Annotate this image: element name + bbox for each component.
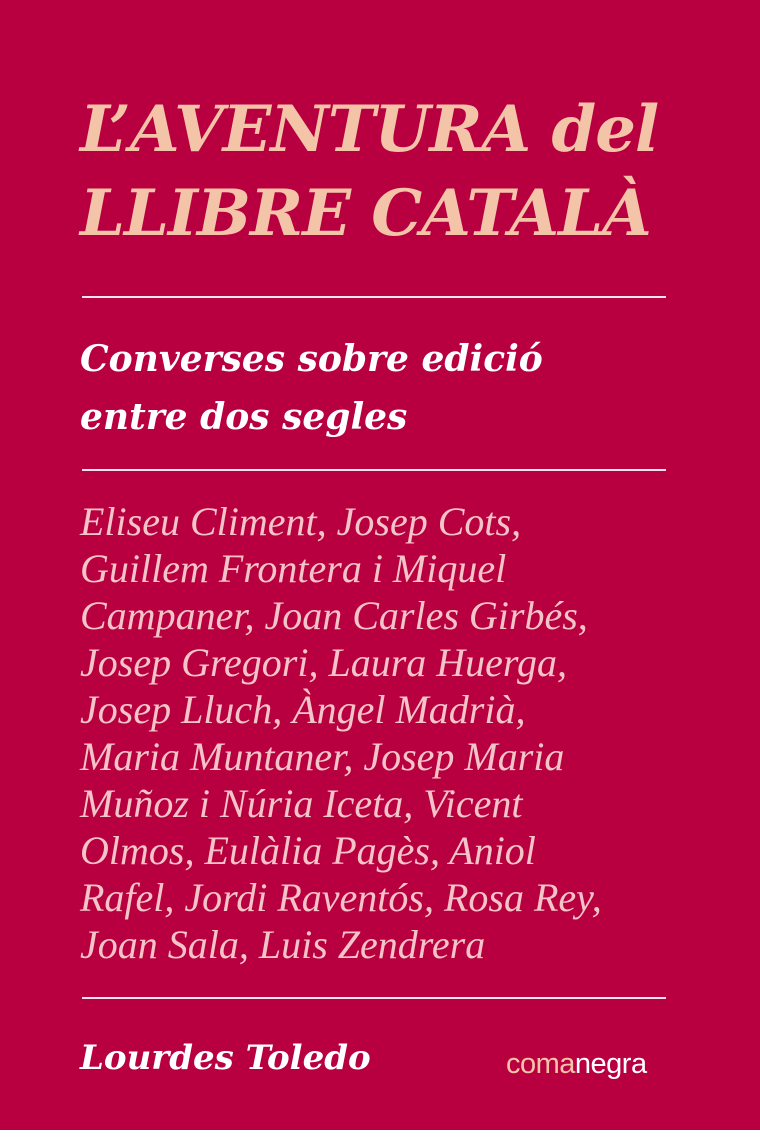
contributor-line: Eliseu Climent, Josep Cots, <box>80 499 522 544</box>
title-line: L’AVENTURA del <box>80 92 659 167</box>
contributor-line: Rafel, Jordi Raventós, Rosa Rey, <box>80 875 602 920</box>
contributor-line: Joan Sala, Luis Zendrera <box>80 922 486 967</box>
author-name: Lourdes Toledo <box>80 1038 371 1078</box>
contributor-line: Muñoz i Núria Iceta, Vicent <box>80 781 523 826</box>
contributor-line: Guillem Frontera i Miquel <box>80 546 507 591</box>
title-line: LLIBRE CATALÀ <box>80 176 651 251</box>
divider-line <box>82 997 666 999</box>
book-title <box>80 88 720 256</box>
contributor-line: Josep Gregori, Laura Huerga, <box>80 640 568 685</box>
subtitle-line: entre dos segles <box>80 396 408 438</box>
contributor-line: Olmos, Eulàlia Pagès, Aniol <box>80 828 536 873</box>
divider-line <box>82 296 666 298</box>
contributors-list <box>80 498 720 968</box>
contributor-line: Josep Lluch, Àngel Madrià, <box>80 687 526 732</box>
publisher-logo <box>506 1044 647 1084</box>
contributor-line: Maria Muntaner, Josep Maria <box>80 734 565 779</box>
subtitle-line: Converses sobre edició <box>80 338 543 380</box>
publisher-logo-part: negra <box>574 1048 647 1080</box>
publisher-logo-part: coma <box>506 1048 575 1080</box>
contributor-line: Campaner, Joan Carles Girbés, <box>80 593 588 638</box>
divider-line <box>82 469 666 471</box>
book-subtitle <box>80 330 720 446</box>
